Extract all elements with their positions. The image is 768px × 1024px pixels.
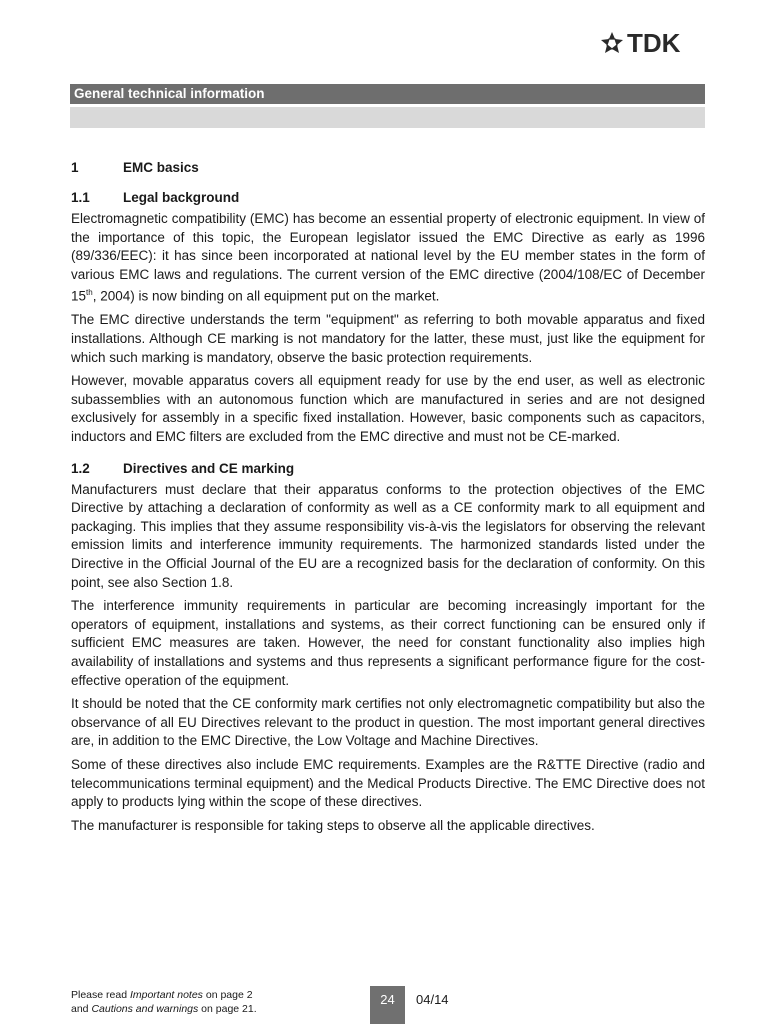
heading-number: 1 bbox=[71, 160, 79, 175]
paragraph-text: Electromagnetic compatibility (EMC) has become an essential property of electronic equipment. In view of the importance of this topic, the European legislator issued the EMC Directive as early as 1996 (89/336/EEC): it has since been incorporated at national level by the EU member states in the form of various EMC laws and regulations. The current version of the EMC directive (2004/108/EC of December 15 bbox=[71, 211, 705, 304]
footer-text: and bbox=[71, 1003, 92, 1015]
heading-section-1-1 bbox=[71, 188, 705, 208]
footer-note bbox=[71, 988, 257, 1016]
paragraph: The manufacturer is responsible for taking steps to observe all the applicable directives. bbox=[71, 817, 595, 833]
footer-line-1 bbox=[71, 988, 257, 1002]
page-number: 24 bbox=[370, 986, 405, 1024]
heading-title: Directives and CE marking bbox=[123, 460, 295, 476]
tdk-logo bbox=[600, 30, 680, 56]
paragraph: The interference immunity requirements in particular are becoming increasingly important for the operators of equipment, installations and systems, as their correct functioning can be ensured only if sufficient EMC measures are taken. However, the need for constant functionality also implies high availability of installations and systems and thus represents a significant performance figure for the cost-effective operation of the equipment. bbox=[71, 598, 705, 688]
footer-text: on page 21. bbox=[198, 1003, 257, 1015]
paragraph: It should be noted that the CE conformity mark certifies not only electromagnetic compatibility but also the observance of all EU Directives relevant to the product in question. The most important general directives are, in addition to the EMC Directive, the Low Voltage and Machine Directives. bbox=[71, 696, 705, 749]
header-sub-bar bbox=[70, 107, 705, 128]
paragraph: The EMC directive understands the term "equipment" as referring to both movable apparatus and fixed installations. Although CE marking is not mandatory for the latter, these must, just like the equipment for which such marking is mandatory, observe the basic protection requirements. bbox=[71, 312, 705, 365]
heading-section-1-2 bbox=[71, 459, 705, 479]
paragraph: However, movable apparatus covers all equipment ready for use by the end user, as well as electronic subassemblies with an autonomous function which are manufactured in series and are not designed exclusively for assembly in a specific fixed installation. However, basic components such as capacitors, inductors and EMC filters are excluded from the EMC directive and must not be CE-marked. bbox=[71, 373, 705, 445]
footer-line-2 bbox=[71, 1002, 257, 1016]
document-date: 04/14 bbox=[416, 992, 449, 1007]
superscript: th bbox=[86, 288, 93, 298]
heading-number: 1.1 bbox=[71, 190, 90, 205]
heading-number: 1.2 bbox=[71, 460, 90, 476]
footer-text: Please read bbox=[71, 989, 130, 1001]
heading-section-1 bbox=[71, 158, 705, 178]
heading-title: EMC basics bbox=[123, 160, 199, 175]
tdk-star-icon bbox=[600, 31, 624, 55]
cautions-reference: Cautions and warnings bbox=[91, 1003, 199, 1015]
heading-title: Legal background bbox=[123, 190, 240, 205]
brand-name: TDK bbox=[627, 28, 681, 58]
important-notes-reference: Important notes bbox=[129, 989, 203, 1001]
footer-text: on page 2 bbox=[202, 989, 253, 1001]
paragraph bbox=[71, 210, 705, 306]
paragraph: Manufacturers must declare that their apparatus conforms to the protection objectives of the EMC Directive by attaching a declaration of conformity as well as a CE conformity mark to all equipment and packaging. This implies that they assume responsibility vis-à-vis the legislators for observing the relevant emission limits and interference immunity requirements. The harmonized standards listed under the Directive in the Official Journal of the EU are a recognized basis for the declaration of conformity. On this point, see also Section 1.8. bbox=[71, 481, 705, 590]
document-body bbox=[71, 158, 705, 840]
paragraph-text-tail: , 2004) is now binding on all equipment put on the market. bbox=[92, 288, 440, 304]
section-header-bar: General technical information bbox=[70, 84, 705, 104]
paragraph: Some of these directives also include EMC requirements. Examples are the R&TTE Directive (radio and telecommunications terminal equipment) and the Medical Products Directive. The EMC Directive does not apply to products lying within the scope of these directives. bbox=[71, 756, 705, 810]
